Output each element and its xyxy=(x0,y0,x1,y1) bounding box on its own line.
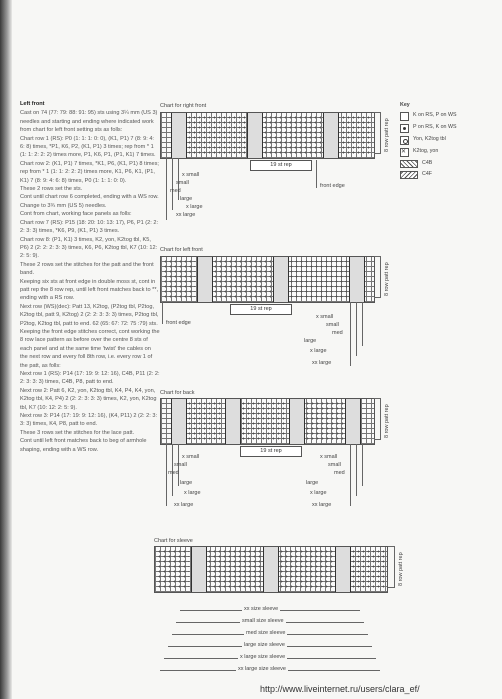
sleeve-size-label: x large size sleeve xyxy=(240,654,286,660)
stitch-dots xyxy=(187,115,245,155)
section-heading: Left front xyxy=(20,101,45,107)
instruction-paragraph: Keeping the front edge stitches correct, cont working the 8 row lace pattern as before over the centre 8 sts of each panel and at the same time 'twist' the cables on the next row and every foll 8th row, i.e. every row 1 of the patt, as folls: xyxy=(20,328,160,369)
leader-line xyxy=(166,444,167,506)
sleeve-size-label: xx size sleeve xyxy=(244,606,279,612)
leader-line xyxy=(350,444,351,506)
chart-grid-sleeve xyxy=(154,546,388,593)
instruction-paragraph: These 2 rows set the sts. xyxy=(20,186,83,193)
size-label: x large xyxy=(310,490,327,496)
stitch-rep-label: 19 st rep xyxy=(230,304,292,315)
stitch-dots xyxy=(241,401,287,441)
stitch-dots xyxy=(163,259,195,299)
size-label: x large xyxy=(186,204,203,210)
size-label: xx large xyxy=(174,502,194,508)
cable-panel xyxy=(335,547,351,592)
blank-square-icon xyxy=(400,112,409,121)
instruction-paragraph: Chart row 1 (RS): P0 (1: 1: 1: 0: 0), (K1, P1) 7 (8: 9: 4: 6: 8) times, *P1, K6, P2, (K1, P1) 3 times; rep from * 1 (1: 1: 2: 2: 2) times more, P1, K6, P1, (P1, K1) 7 times. xyxy=(20,135,156,159)
stitch-dots xyxy=(351,549,384,589)
cable-panel xyxy=(345,399,361,444)
leader-line xyxy=(356,444,357,496)
leader-line xyxy=(362,302,363,346)
sleeve-size-label: med size sleeve xyxy=(246,630,286,636)
instruction-paragraph: Next row (WS)(dec): Patt 13, K2tog, (P2tog tbl, P2tog, K2tog tbl, patt 9, K2tog) 2 (2: 2: 3: 3: 3) times, P2tog tbl, P2tog, K2tog tbl, patt to end. 62 (65: 67: 72: 75 :79) sts. xyxy=(20,303,159,327)
size-label: med xyxy=(332,330,343,336)
instruction-paragraph: Next row 2: Patt 6, K2, yon, K2tog tbl, K4, P4, K4, yon, K2tog tbl, K4, P4) 2 (2: 2: 3: 3: 3) times, K2, yon, K2tog tbl, K7 (10: 12: 2: 5: 9). xyxy=(20,387,157,411)
stitch-dots xyxy=(263,115,321,155)
size-label: xx large xyxy=(176,212,196,218)
row-rep-label: 8 row patt rep xyxy=(384,118,390,152)
key-title: Key xyxy=(400,102,410,108)
key-label: C4F xyxy=(422,171,433,177)
cable-panel xyxy=(247,113,263,158)
instruction-paragraph: Chart row 2: (K1, P1) 7 times, *K1, P6, (K1, P1) 8 times; rep from * 1 (1: 1: 2: 2: 2) times more, K1, P6, K1, (P1, K1) 7 (8: 9: 4: 6: 8) times, P0 (1: 1: 1: 0: 0). xyxy=(20,160,159,184)
cable-panel xyxy=(191,547,207,592)
row-rep-bracket xyxy=(388,546,395,588)
key-label: K2tog, yon xyxy=(413,148,439,154)
stitch-dots xyxy=(305,401,343,441)
circle-square-icon xyxy=(400,136,409,145)
row-rep-bracket xyxy=(374,112,381,154)
leader-line xyxy=(162,302,163,324)
chart-title-sleeve: Chart for sleeve xyxy=(154,538,193,544)
stitch-dots xyxy=(341,115,371,155)
cable-panel xyxy=(323,113,339,158)
dot-square-icon xyxy=(400,124,409,133)
leader-line xyxy=(166,158,167,220)
pattern-instructions xyxy=(20,100,160,454)
stitch-dots xyxy=(187,401,223,441)
key-item xyxy=(400,136,460,145)
size-label: med xyxy=(168,470,179,476)
key-label: P on RS, K on WS xyxy=(413,124,457,130)
sleeve-size-label: large size sleeve xyxy=(244,642,285,648)
key-item xyxy=(400,171,460,179)
watermark-url: http://www.liveinternet.ru/users/clara_ef/ xyxy=(260,684,420,694)
size-label: xx large xyxy=(312,360,332,366)
leader-line xyxy=(316,160,317,188)
chart-grid-back xyxy=(160,398,375,445)
chart-title-left-front: Chart for left front xyxy=(160,247,203,253)
instruction-paragraph: Chart row 7 (RS): P15 (18: 20: 10: 13: 17), P6, P1 (2: 2: 2: 3: 3) times, *K6, P9, (K1, P1) 3 times. xyxy=(20,219,159,235)
chart-title-back: Chart for back xyxy=(160,390,195,396)
size-label: large xyxy=(306,480,319,486)
cable-panel xyxy=(349,257,365,302)
instruction-paragraph: These 3 rows set the stitches for the lace patt. xyxy=(20,429,135,436)
size-label: large xyxy=(180,196,193,202)
cable-panel xyxy=(263,547,279,592)
instruction-paragraph: Cont until chart row 6 completed, ending with a WS row. xyxy=(20,194,159,201)
chart-grid-left-front xyxy=(160,256,375,303)
size-label: small xyxy=(326,322,339,328)
leader-line xyxy=(350,302,351,366)
key-label: C4B xyxy=(422,160,433,166)
size-label: x large xyxy=(184,490,201,496)
instruction-paragraph: Cont from chart, working face panels as folls: xyxy=(20,211,132,218)
cable-c4b-icon xyxy=(400,160,418,168)
instruction-paragraph: Cast on 74 (77: 79: 88: 91: 95) sts using 3¼ mm (US 3) needles and starting and ending where indicated work from chart for left front setting sts as folls: xyxy=(20,110,158,134)
key-label: Yon, K2tog tbl xyxy=(413,136,446,142)
cable-panel xyxy=(225,399,241,444)
stitch-dots xyxy=(213,259,271,299)
front-edge-label: front edge xyxy=(320,183,345,189)
stitch-rep-label: 19 st rep xyxy=(240,446,302,457)
stitch-dots xyxy=(289,259,347,299)
chart-title-right-front: Chart for right front xyxy=(160,103,207,109)
instruction-paragraph: Next row 3: P14 (17: 19: 9: 12: 16), (K4, P11) 2 (2: 2: 3: 3: 3) times, K4, P8, patt to end. xyxy=(20,413,158,428)
size-label: med xyxy=(170,188,181,194)
size-label: large xyxy=(180,480,193,486)
stitch-rep-label: 19 st rep xyxy=(250,160,312,171)
size-label: small xyxy=(174,462,187,468)
leader-line xyxy=(172,158,173,210)
stitch-dots xyxy=(157,549,189,589)
instruction-paragraph: Cont until left front matches back to beg of armhole shaping, ending with a WS row. xyxy=(20,438,147,453)
stitch-dots xyxy=(279,549,333,589)
row-rep-bracket xyxy=(374,398,381,440)
front-edge-label: front edge xyxy=(166,320,191,326)
cable-panel xyxy=(171,399,187,444)
instruction-paragraph: These 2 rows set the stitches for the patt and the front band. xyxy=(20,261,154,277)
sleeve-size-label: xx large size sleeve xyxy=(238,666,286,672)
key-label: K on RS, P on WS xyxy=(413,112,457,118)
row-rep-label: 8 row patt rep xyxy=(384,404,390,438)
cable-panel xyxy=(289,399,305,444)
cable-panel xyxy=(273,257,289,302)
size-label: x small xyxy=(320,454,338,460)
instruction-paragraph: Next row 1 (RS): P14 (17: 19: 9: 12: 16), C4B, P11 (2: 2: 2: 3: 3: 3) times, C4B, P8, patt to end. xyxy=(20,371,160,386)
size-label: large xyxy=(304,338,317,344)
cable-panel xyxy=(171,113,187,158)
chart-key xyxy=(400,102,460,182)
size-label: small xyxy=(328,462,341,468)
instruction-paragraph: Change to 3¾ mm (US 5) needles. xyxy=(20,202,107,209)
row-rep-label: 8 row patt rep xyxy=(384,262,390,296)
key-item xyxy=(400,160,460,168)
instruction-paragraph: Chart row 8: (P1, K1) 3 times, K2, yon, K2tog tbl, K5, P6) 2 (2: 2: 2: 3: 3) times, K6, P6, K2tog tbl, K7 (10: 12: 2: 5: 9). xyxy=(20,236,158,260)
size-label: small xyxy=(176,180,189,186)
row-rep-bracket xyxy=(374,256,381,298)
book-binding-shadow xyxy=(0,0,12,699)
size-label: x small xyxy=(316,314,334,320)
size-label: x small xyxy=(182,172,200,178)
key-item xyxy=(400,148,460,157)
stitch-dots xyxy=(207,549,261,589)
chart-grid-right-front xyxy=(160,112,375,159)
key-item xyxy=(400,124,460,133)
size-label: med xyxy=(334,470,345,476)
size-label: xx large xyxy=(312,502,332,508)
instruction-paragraph: Keeping six sts at front edge in double moss st, cont in patt rep the 8 row rep, until left front matches back to **, ending with a RS row. xyxy=(20,278,159,302)
cable-panel xyxy=(197,257,213,302)
sleeve-size-label: small size sleeve xyxy=(242,618,284,624)
row-rep-label: 8 row patt rep xyxy=(398,552,404,586)
size-label: x small xyxy=(182,454,200,460)
leader-line xyxy=(362,444,363,486)
cross-square-icon xyxy=(400,148,409,157)
key-item xyxy=(400,112,460,121)
leader-line xyxy=(356,302,357,356)
size-label: x large xyxy=(310,348,327,354)
cable-c4f-icon xyxy=(400,171,418,179)
